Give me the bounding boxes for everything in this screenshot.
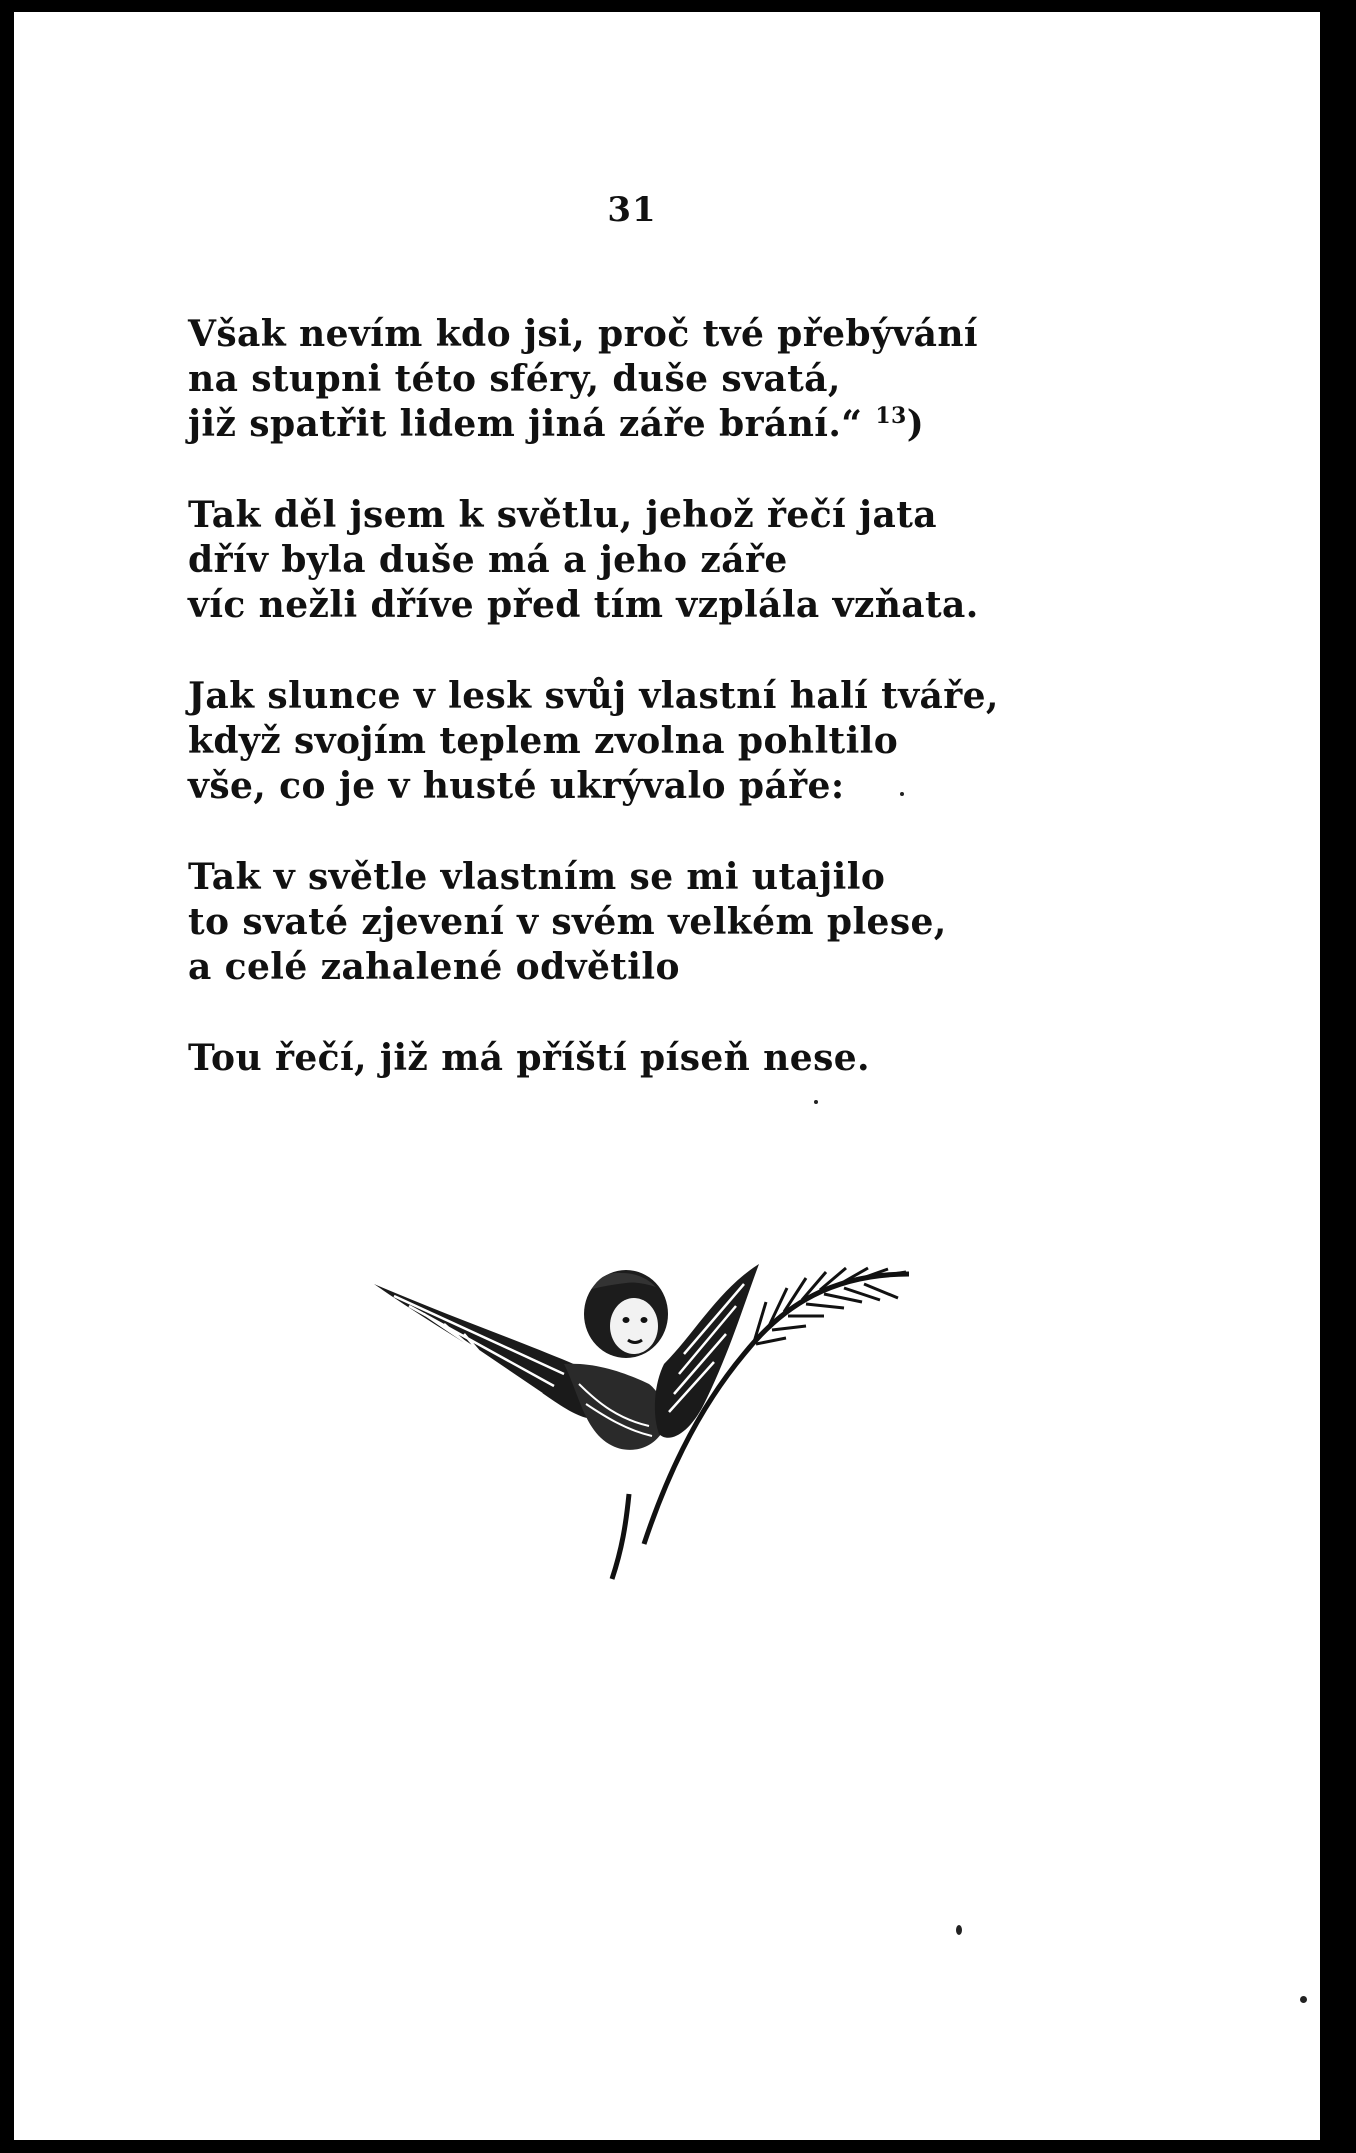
poem-line: když svojím teplem zvolna pohltilo bbox=[188, 720, 899, 762]
poem-line: a celé zahalené odvětilo bbox=[188, 946, 680, 988]
footnote-reference: 13 bbox=[875, 403, 907, 429]
poem-line: vše, co je v husté ukrývalo páře: bbox=[188, 765, 845, 807]
poem-line: Tak v světle vlastním se mi utajilo bbox=[188, 856, 886, 898]
poem-line: Jak slunce v lesk svůj vlastní halí tváře, bbox=[188, 675, 999, 717]
poem-line: již spatřit lidem jiná záře brání.“ $^{13}$) bbox=[188, 403, 925, 445]
poem-line: dřív byla duše má a jeho záře bbox=[188, 539, 788, 581]
stanza bbox=[188, 674, 1238, 809]
poem-line-text: již spatřit lidem jiná záře brání.“ bbox=[188, 403, 863, 445]
stanza bbox=[188, 855, 1238, 990]
print-speck bbox=[1300, 1996, 1307, 2003]
page-number: 31 bbox=[607, 190, 657, 230]
stanza bbox=[188, 493, 1238, 628]
print-speck bbox=[814, 1100, 818, 1104]
print-speck bbox=[900, 792, 904, 796]
print-speck bbox=[956, 1925, 962, 1935]
poem-line: Však nevím kdo jsi, proč tvé přebývání bbox=[188, 313, 979, 355]
poem-line: víc nežli dříve před tím vzplála vzňata. bbox=[188, 584, 979, 626]
poem-line: na stupni této sféry, duše svatá, bbox=[188, 358, 841, 400]
poem-line: Tou řečí, již má příští píseň nese. bbox=[188, 1037, 870, 1079]
stanza bbox=[188, 1036, 1238, 1081]
stanza bbox=[188, 312, 1238, 447]
winged-cherub-with-palm-frond-icon bbox=[364, 1244, 924, 1584]
poem-text bbox=[188, 312, 1238, 1127]
poem-line: to svaté zjevení v svém velkém plese, bbox=[188, 901, 947, 943]
poem-line: Tak děl jsem k světlu, jehož řečí jata bbox=[188, 494, 937, 536]
book-page bbox=[14, 12, 1320, 2140]
